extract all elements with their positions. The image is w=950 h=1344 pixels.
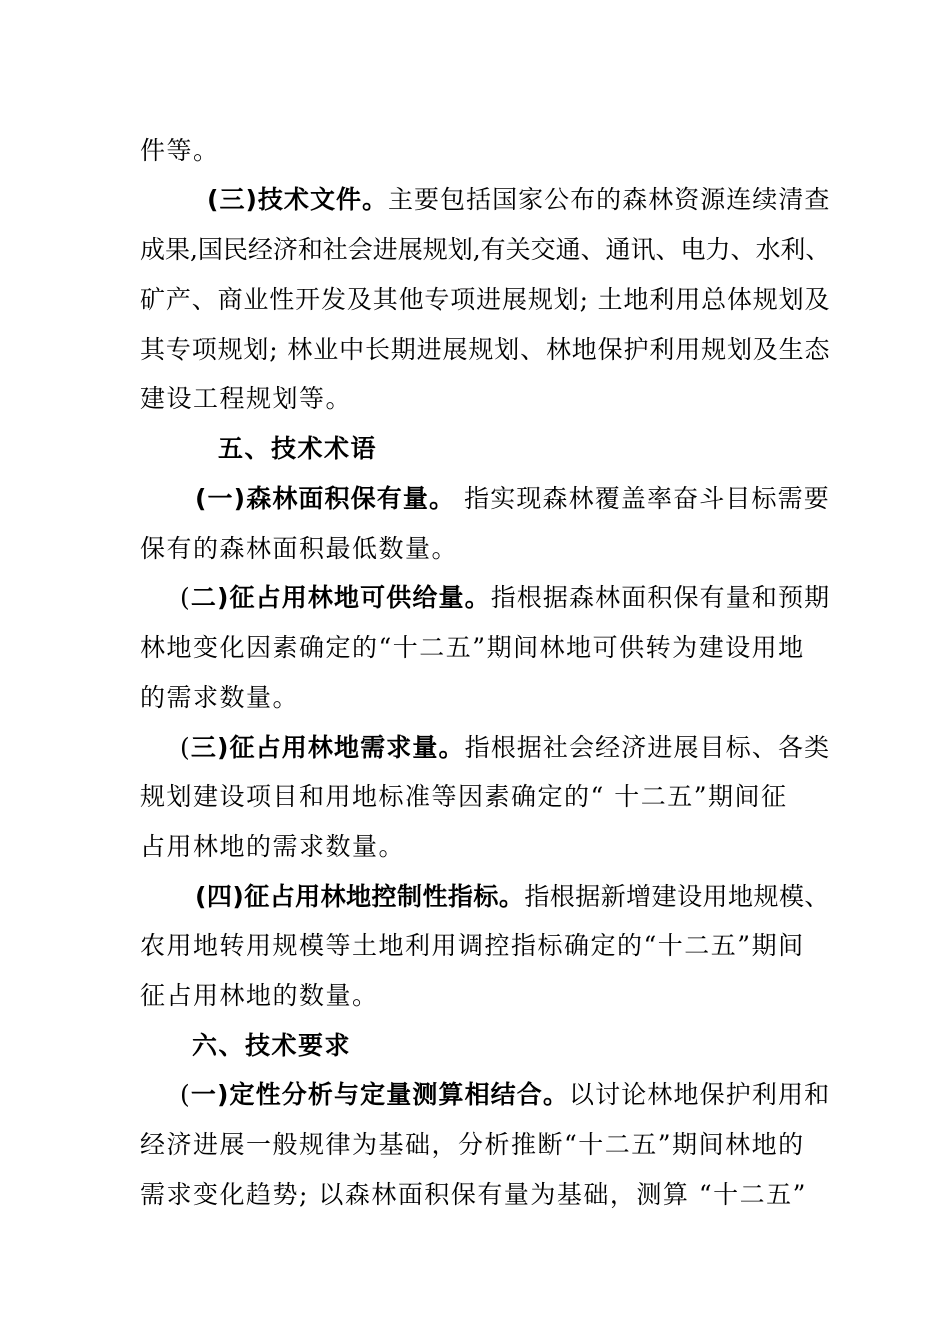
text-line-2: (三)技术文件。主要包括国家公布的森林资源连续清查 — [207, 185, 831, 214]
text-line-18: 征占用林地的数量。 — [140, 981, 379, 1010]
text-line-20: (一)定性分析与定量测算相结合。以讨论林地保护利用和 — [180, 1080, 831, 1109]
text-line-12: 的需求数量。 — [140, 683, 300, 712]
text-line-10: (二)征占用林地可供给量。指根据森林面积保有量和预期 — [180, 583, 831, 612]
text-line-22: 需求变化趋势; 以森林面积保有量为基础，测算 “十二五” — [140, 1180, 807, 1209]
text-line-16: (四)征占用林地控制性指标。指根据新增建设用地规模、 — [195, 882, 830, 911]
text-line-14: 规划建设项目和用地标准等因素确定的“ 十二五”期间征 — [140, 782, 788, 811]
text-line-11: 林地变化因素确定的“十二五”期间林地可供转为建设用地 — [140, 633, 805, 662]
text-line-13: (三)征占用林地需求量。指根据社会经济进展目标、各类 — [180, 733, 831, 762]
text-line-21: 经济进展一般规律为基础，分析推断“十二五”期间林地的 — [140, 1130, 805, 1159]
section-heading-6: 六、技术要求 — [192, 1031, 352, 1060]
text-line-4: 矿产、商业性开发及其他专项进展规划; 土地利用总体规划及 — [140, 285, 831, 314]
text-line-17: 农用地转用规模等土地利用调控指标确定的“十二五”期间 — [140, 931, 805, 960]
text-line-1: 件等。 — [140, 136, 220, 165]
text-line-15: 占用林地的需求数量。 — [140, 832, 406, 861]
text-line-9: 保有的森林面积最低数量。 — [140, 534, 459, 563]
section-heading-5: 五、技术术语 — [218, 434, 378, 463]
text-line-6: 建设工程规划等。 — [140, 384, 353, 413]
text-line-5: 其专项规划; 林业中长期进展规划、林地保护利用规划及生态 — [140, 335, 831, 364]
text-line-3: 成果,国民经济和社会进展规划,有关交通、通讯、电力、水利、 — [140, 235, 831, 264]
text-line-8: (一)森林面积保有量。 指实现森林覆盖率奋斗目标需要 — [195, 484, 830, 513]
